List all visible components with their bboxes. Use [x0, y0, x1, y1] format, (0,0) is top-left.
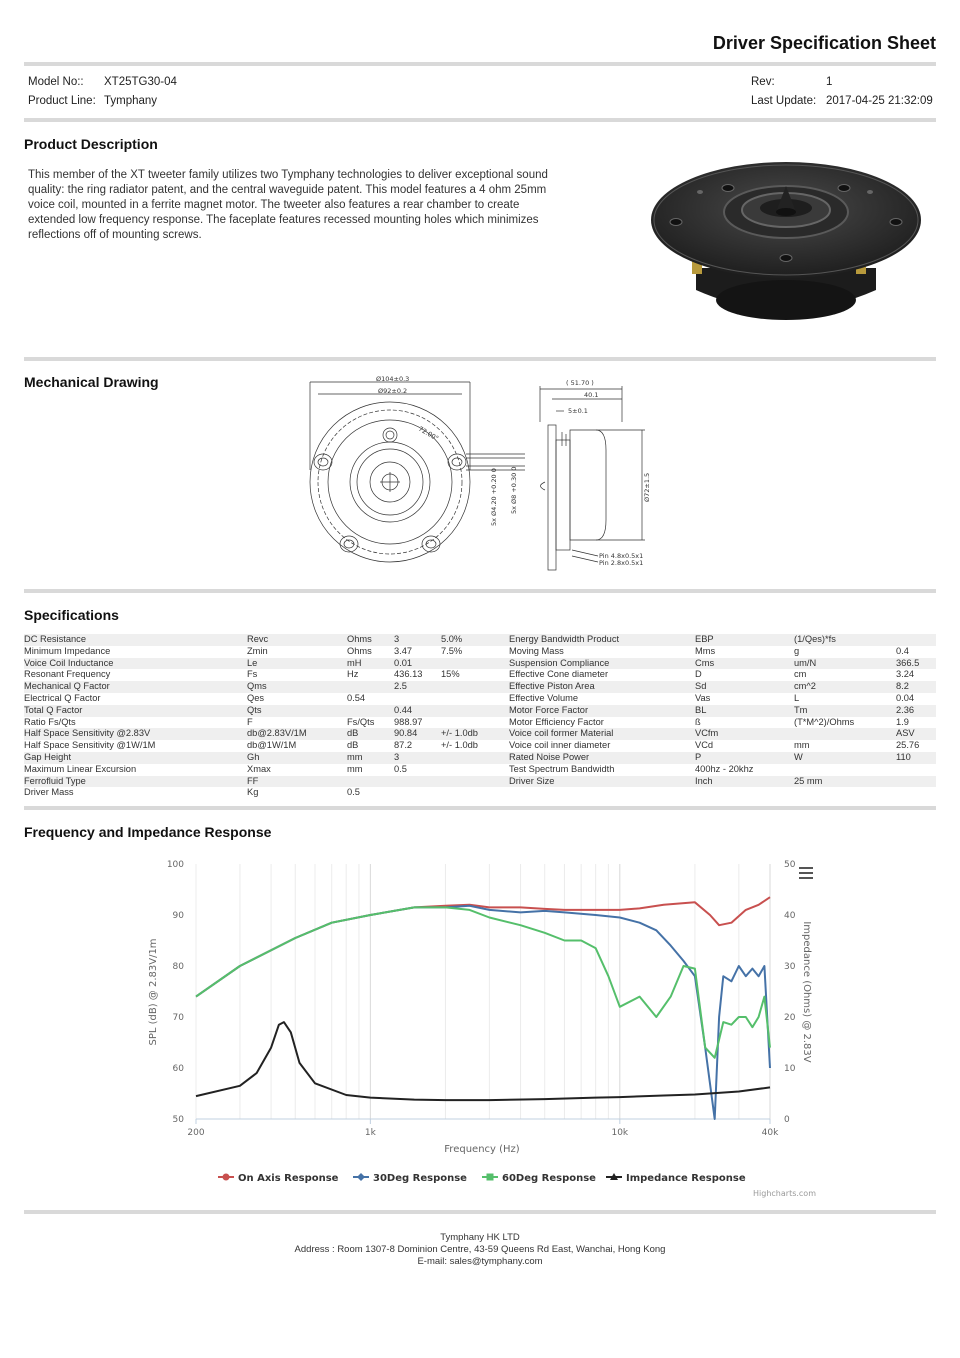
- specifications-rule: [24, 806, 936, 810]
- legend-marker: [223, 1174, 230, 1181]
- y2-tick-label: 50: [784, 860, 796, 870]
- y2-tick-label: 0: [784, 1115, 790, 1125]
- spec-name: Gap Height: [24, 751, 72, 762]
- spec-row: [24, 646, 936, 658]
- y-tick-label: 80: [172, 962, 184, 972]
- spec-symbol: Mms: [695, 645, 716, 656]
- spec-symbol: FF: [247, 775, 259, 786]
- spec-symbol: Kg: [247, 787, 259, 798]
- spec-name: Motor Force Factor: [509, 704, 589, 715]
- spec-name: Mechanical Q Factor: [24, 681, 110, 692]
- drawing-rule: [24, 589, 936, 593]
- spec-name: Electrical Q Factor: [24, 692, 101, 703]
- specifications-table: [24, 634, 936, 799]
- spec-value: 3.47: [394, 645, 413, 656]
- spec-unit: Hz: [347, 669, 359, 680]
- spec-value: 25.76: [896, 740, 920, 751]
- spec-row: [24, 705, 936, 717]
- spec-row: [24, 681, 936, 693]
- spec-value: 3: [394, 634, 400, 644]
- spec-value: 90.84: [394, 728, 418, 739]
- mechanical-drawing: [300, 370, 660, 576]
- spec-symbol: VCd: [695, 740, 714, 751]
- spec-unit: um/N: [794, 657, 817, 668]
- spec-symbol: D: [695, 669, 702, 680]
- y-tick-label: 90: [172, 911, 184, 921]
- chart-series: [196, 897, 770, 1119]
- x-tick-label: 1k: [364, 1128, 376, 1138]
- y-tick-label: 60: [172, 1064, 184, 1074]
- dim-flange: 5±0.1: [568, 407, 588, 415]
- spec-row: [24, 717, 936, 729]
- chart-rule: [24, 1210, 936, 1214]
- spec-value: 110: [896, 751, 911, 762]
- spec-name: Total Q Factor: [24, 704, 83, 715]
- spec-tolerance: +/- 1.0db: [441, 728, 478, 739]
- spec-unit: 25 mm: [794, 775, 823, 786]
- spec-unit: mH: [347, 657, 362, 668]
- spec-symbol: Le: [247, 657, 258, 668]
- dim-dia104: Ø104±0.3: [376, 375, 410, 383]
- spec-symbol: Qms: [247, 681, 267, 692]
- y2-axis-title: Impedance (Ohms) @ 2.83V: [801, 921, 812, 1063]
- y-tick-label: 70: [172, 1013, 184, 1023]
- specifications-title: Specifications: [24, 607, 119, 623]
- spec-unit: cm: [794, 669, 807, 680]
- dim-dia72: Ø72±1.5: [643, 472, 651, 502]
- spec-symbol: db@2.83V/1M: [247, 728, 307, 739]
- spec-row: [24, 669, 936, 681]
- spec-name: Resonant Frequency: [24, 669, 111, 680]
- spec-name: Energy Bandwidth Product: [509, 634, 620, 644]
- spec-unit: 0.54: [347, 692, 366, 703]
- product-description-text: This member of the XT tweeter family utilizes two Tymphany technologies to deliver exceptional sound quality: the ring radiator patent, and the central waveguide patent. This model features a 4 ohm 25mm voice coil, mounted in a ferrite magnet motor. The tweeter also features a rear chamber to create extended low frequency response. The faceplate features recessed mounting holes which minimizes reflections off of mounting screws.: [28, 169, 548, 241]
- spec-unit: Fs/Qts: [347, 716, 375, 727]
- chart-legend: [218, 1173, 746, 1184]
- y-axis-title: SPL (dB) @ 2.83V/1m: [148, 938, 159, 1046]
- chart-axes: [167, 860, 796, 1138]
- spec-symbol: Inch: [695, 775, 713, 786]
- spec-value: 2.5: [394, 681, 407, 692]
- spec-name: Effective Volume: [509, 692, 579, 703]
- spec-value: 366.5: [896, 657, 920, 668]
- spec-symbol: Revc: [247, 634, 269, 644]
- spec-value: 87.2: [394, 740, 413, 751]
- spec-symbol: Vas: [695, 692, 711, 703]
- spec-symbol: Xmax: [247, 763, 271, 774]
- spec-name: Test Spectrum Bandwidth: [509, 763, 615, 774]
- spec-symbol: db@1W/1M: [247, 740, 297, 751]
- pin-small-label: Pin 2.8x0.5x1: [599, 559, 644, 567]
- product-line-value: Tymphany: [104, 95, 158, 107]
- spec-value: 436.13: [394, 669, 423, 680]
- spec-unit: 0.5: [347, 787, 360, 798]
- spec-value: 988.97: [394, 716, 423, 727]
- spec-tolerance: 15%: [441, 669, 460, 680]
- spec-row: [24, 693, 936, 705]
- spec-value: 3: [394, 751, 400, 762]
- spec-name: Suspension Compliance: [509, 657, 610, 668]
- spec-value: ASV: [896, 728, 915, 739]
- legend-item-label: 30Deg Response: [373, 1173, 467, 1184]
- spec-symbol: Gh: [247, 751, 260, 762]
- spec-name: DC Resistance: [24, 634, 87, 644]
- spec-symbol: BL: [695, 704, 707, 715]
- spec-row: [24, 634, 936, 646]
- spec-unit: Ohms: [347, 634, 372, 644]
- spec-name: Voice coil former Material: [509, 728, 614, 739]
- spec-unit: L: [794, 692, 800, 703]
- footer-address: Address : Room 1307-8 Dominion Centre, 43-59 Queens Rd East, Wanchai, Hong Kong: [294, 1244, 666, 1255]
- spec-value: 3.24: [896, 669, 915, 680]
- dim-angle: 72.00°: [417, 424, 440, 443]
- spec-name: Motor Efficiency Factor: [509, 716, 604, 727]
- y-tick-label: 50: [172, 1115, 184, 1125]
- x-tick-label: 40k: [761, 1128, 779, 1138]
- footer-email[interactable]: E-mail: sales@tymphany.com: [417, 1256, 543, 1267]
- spec-symbol: Qts: [247, 704, 262, 715]
- x-axis-title: Frequency (Hz): [444, 1144, 520, 1155]
- spec-value: 0.04: [896, 692, 915, 703]
- spec-unit: g: [794, 645, 800, 656]
- header-rule-bottom: [24, 118, 936, 122]
- spec-name: Rated Noise Power: [509, 751, 590, 762]
- footer-company: Tymphany HK LTD: [440, 1232, 520, 1243]
- spec-name: Moving Mass: [509, 645, 564, 656]
- spec-symbol: P: [695, 751, 702, 762]
- x-tick-label: 200: [187, 1128, 205, 1138]
- spec-row: [24, 740, 936, 752]
- spec-unit: dB: [347, 728, 359, 739]
- spec-symbol: Cms: [695, 657, 715, 668]
- spec-unit: mm: [347, 763, 363, 774]
- chart-menu-icon[interactable]: [799, 867, 813, 879]
- spec-row: [24, 658, 936, 670]
- spec-unit: W: [794, 751, 803, 762]
- spec-unit: Tm: [794, 704, 808, 715]
- spec-name: Effective Cone diameter: [509, 669, 609, 680]
- y2-tick-label: 30: [784, 962, 796, 972]
- spec-unit: (1/Qes)*fs: [794, 634, 836, 644]
- spec-row: [24, 728, 936, 740]
- pin-large-label: Pin 4.8x0.5x1: [599, 552, 644, 560]
- spec-tolerance: 7.5%: [441, 645, 463, 656]
- spec-unit: cm^2: [794, 681, 816, 692]
- spec-symbol: VCfm: [695, 728, 719, 739]
- spec-value: 0.4: [896, 645, 909, 656]
- y2-tick-label: 10: [784, 1064, 796, 1074]
- product-description-title: Product Description: [24, 136, 158, 152]
- spec-name: Ratio Fs/Qts: [24, 716, 76, 727]
- y2-tick-label: 40: [784, 911, 796, 921]
- spec-symbol: EBP: [695, 634, 714, 644]
- spec-name: Voice Coil Inductance: [24, 657, 114, 668]
- spec-name: Ferrofluid Type: [24, 775, 86, 786]
- legend-item-label: On Axis Response: [238, 1173, 339, 1184]
- header-rule-top: [24, 62, 936, 66]
- y2-tick-label: 20: [784, 1013, 796, 1023]
- spec-row: [24, 752, 936, 764]
- rev-value: 1: [826, 76, 833, 88]
- spec-name: Driver Mass: [24, 787, 74, 798]
- spec-symbol: 400hz - 20khz: [695, 763, 754, 774]
- spec-tolerance: 5.0%: [441, 634, 463, 644]
- x-tick-label: 10k: [611, 1128, 629, 1138]
- spec-unit: mm: [347, 751, 363, 762]
- spec-symbol: Sd: [695, 681, 707, 692]
- response-title: Frequency and Impedance Response: [24, 824, 272, 840]
- spec-row: [24, 776, 936, 788]
- spec-unit: Ohms: [347, 645, 372, 656]
- dim-holes-large: 5x Ø8 +0.30 0: [510, 466, 518, 514]
- spec-symbol: ß: [695, 716, 701, 727]
- legend-marker: [357, 1173, 365, 1181]
- legend-item-label: 60Deg Response: [502, 1173, 596, 1184]
- series-line-on-axis-response: [196, 897, 770, 996]
- dim-dia92: Ø92±0.2: [378, 387, 408, 395]
- document-title: Driver Specification Sheet: [712, 33, 936, 53]
- last-update-value: 2017-04-25 21:32:09: [826, 95, 933, 107]
- legend-item-label: Impedance Response: [626, 1173, 746, 1184]
- series-line-30deg-response: [196, 906, 770, 1119]
- spec-value: 8.2: [896, 681, 909, 692]
- dim-width-body: 40.1: [584, 391, 599, 399]
- spec-value: 1.9: [896, 716, 909, 727]
- legend-marker: [487, 1174, 494, 1181]
- spec-unit: (T*M^2)/Ohms: [794, 716, 855, 727]
- spec-symbol: F: [247, 716, 253, 727]
- spec-unit: mm: [794, 740, 810, 751]
- product-photo: [648, 150, 924, 326]
- model-label: Model No::: [28, 76, 84, 88]
- spec-value: 2.36: [896, 704, 915, 715]
- spec-tolerance: +/- 1.0db: [441, 740, 478, 751]
- rev-label: Rev:: [751, 76, 775, 88]
- spec-value: 0.01: [394, 657, 413, 668]
- spec-name: Half Space Sensitivity @1W/1M: [24, 740, 156, 751]
- spec-symbol: Qes: [247, 692, 265, 703]
- spec-name: Driver Size: [509, 775, 555, 786]
- series-line-impedance-response: [196, 1022, 770, 1100]
- spec-value: 0.5: [394, 763, 407, 774]
- model-value: XT25TG30-04: [104, 76, 177, 88]
- product-line-label: Product Line:: [28, 95, 96, 107]
- spec-row: [24, 764, 936, 776]
- spec-symbol: Fs: [247, 669, 258, 680]
- spec-symbol: Zmin: [247, 645, 268, 656]
- spec-name: Effective Piston Area: [509, 681, 595, 692]
- spec-unit: dB: [347, 740, 359, 751]
- spec-name: Maximum Linear Excursion: [24, 763, 137, 774]
- description-rule: [24, 357, 936, 361]
- dim-width-total: ( 51.70 ): [566, 379, 594, 387]
- spec-name: Voice coil inner diameter: [509, 740, 611, 751]
- chart-credits[interactable]: Highcharts.com: [753, 1189, 816, 1198]
- dim-holes-small: 5x Ø4.20 +0.20 0: [490, 468, 498, 526]
- spec-row: [24, 787, 936, 799]
- series-line-60deg-response: [196, 907, 770, 1057]
- response-chart: [140, 850, 830, 1206]
- last-update-label: Last Update:: [751, 95, 817, 107]
- spec-name: Half Space Sensitivity @2.83V: [24, 728, 151, 739]
- mechanical-drawing-title: Mechanical Drawing: [24, 374, 159, 390]
- spec-value: 0.44: [394, 704, 413, 715]
- spec-name: Minimum Impedance: [24, 645, 111, 656]
- y-tick-label: 100: [166, 860, 184, 870]
